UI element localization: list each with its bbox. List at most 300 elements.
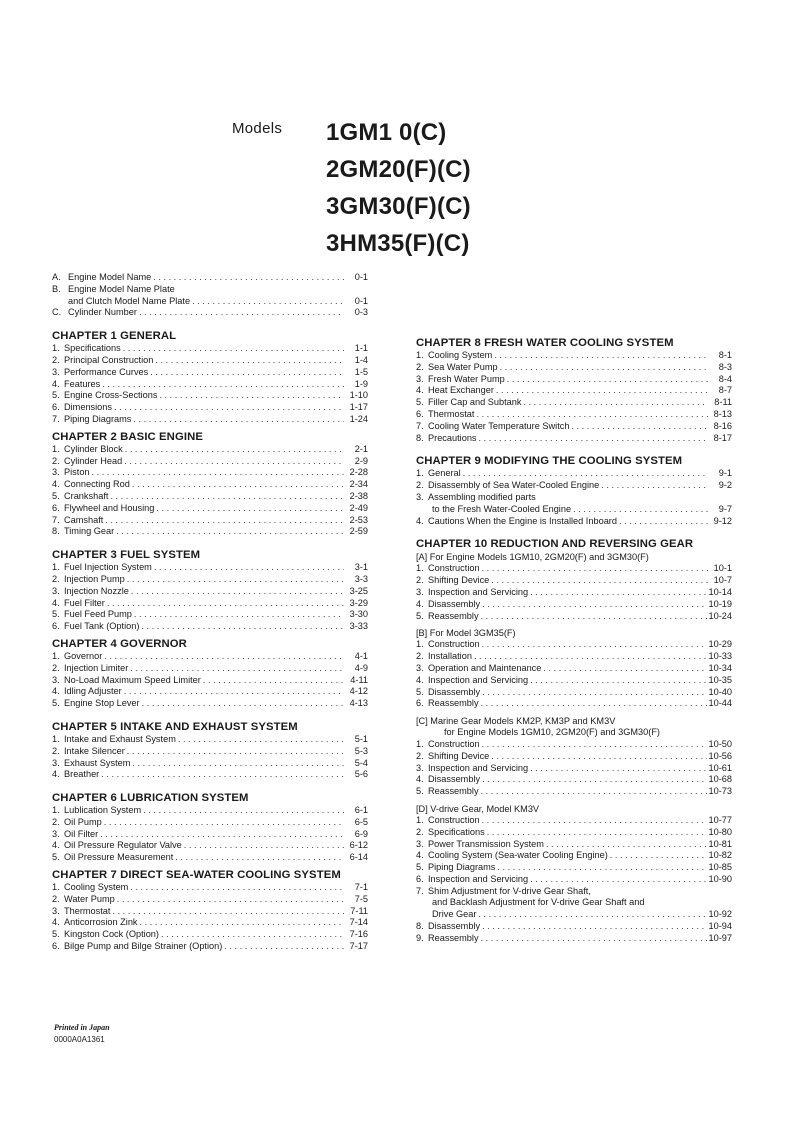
toc-page-number: 10-82 — [708, 850, 732, 861]
toc-page-number: 2-59 — [349, 526, 368, 537]
toc-entry[interactable] — [416, 575, 732, 587]
toc-entry-number: 1. — [52, 443, 60, 454]
toc-entry[interactable] — [416, 663, 732, 675]
toc-entry-title: Specifications — [428, 826, 485, 837]
toc-entry[interactable] — [52, 829, 368, 841]
toc-page-number: 10-90 — [708, 873, 732, 884]
toc-entry-number: A. — [52, 272, 61, 282]
chapter-section — [416, 454, 732, 527]
toc-entry[interactable] — [52, 609, 368, 621]
toc-entry-title: Inspection and Servicing — [428, 586, 529, 597]
toc-entry-title: and Backlash Adjustment for V-drive Gear Shaft and — [432, 897, 645, 908]
toc-page-number: 10-94 — [708, 921, 732, 932]
leader-dots — [107, 598, 344, 610]
toc-entry[interactable] — [416, 862, 732, 874]
toc-entry-title: Oil Filter — [64, 828, 99, 839]
toc-page-number: 10-50 — [708, 738, 732, 749]
toc-entry[interactable] — [52, 598, 368, 610]
toc-page-number: 10-19 — [708, 598, 732, 609]
toc-entry-number: 4. — [416, 598, 424, 609]
toc-entry[interactable] — [416, 698, 732, 710]
leader-dots — [130, 663, 344, 675]
toc-entry-line[interactable] — [52, 296, 368, 308]
toc-page-number: 10-1 — [713, 563, 732, 574]
toc-entry[interactable] — [52, 562, 368, 574]
toc-entry-number: 1. — [52, 805, 60, 816]
toc-entry-line[interactable] — [416, 909, 732, 921]
chapter-heading[interactable]: CHAPTER 7 DIRECT SEA-WATER COOLING SYSTEM — [52, 869, 341, 882]
leader-dots — [474, 651, 707, 663]
toc-entry-title: Oil Pressure Regulator Valve — [64, 840, 182, 851]
toc-entry-number: 5. — [52, 390, 60, 401]
chapter-heading[interactable]: CHAPTER 9 MODIFYING THE COOLING SYSTEM — [416, 455, 683, 468]
toc-page-number: 2-53 — [349, 514, 368, 525]
leader-dots — [507, 374, 708, 386]
toc-entry-line[interactable] — [416, 504, 732, 516]
leader-dots — [482, 687, 706, 699]
toc-page-number: 2-38 — [349, 490, 368, 501]
toc-entry[interactable] — [416, 933, 732, 945]
toc-page-number: 8-17 — [713, 432, 732, 443]
toc-page-number: 8-13 — [713, 408, 732, 419]
toc-entry-number: 2. — [416, 750, 424, 761]
toc-entry-number: 5. — [52, 609, 60, 620]
toc-entry-number: 3. — [52, 905, 60, 916]
toc-entry-title: Fresh Water Pump — [428, 373, 505, 384]
toc-page-number: 0-3 — [354, 307, 368, 318]
toc-entry-number: 2. — [52, 573, 60, 584]
toc-entry[interactable] — [416, 516, 732, 528]
toc-entry[interactable] — [416, 350, 732, 362]
toc-entry[interactable] — [52, 882, 368, 894]
toc-page-number: 10-85 — [708, 862, 732, 873]
toc-entry-number: 2. — [52, 455, 60, 466]
chapter-section — [52, 430, 368, 538]
toc-page-number: 3-1 — [354, 562, 368, 573]
toc-entry[interactable] — [52, 379, 368, 391]
toc-entry[interactable] — [416, 563, 732, 575]
subsection-heading: [B] For Model 3GM35(F) — [416, 628, 516, 639]
leader-dots — [100, 829, 344, 841]
toc-entry[interactable] — [416, 480, 732, 492]
toc-entry-title: Lublication System — [64, 805, 142, 816]
toc-entry[interactable] — [416, 599, 732, 611]
toc-entry[interactable] — [52, 686, 368, 698]
toc-page-number: 5-4 — [354, 757, 368, 768]
toc-entry[interactable] — [52, 456, 368, 468]
toc-entry[interactable] — [416, 774, 732, 786]
leader-dots — [143, 805, 344, 817]
leader-dots — [150, 367, 344, 379]
toc-entry-number: 2. — [416, 480, 424, 491]
toc-entry-number: 6. — [52, 402, 60, 413]
leader-dots — [132, 758, 344, 770]
chapter-heading[interactable]: CHAPTER 4 GOVERNOR — [52, 637, 187, 650]
toc-entry-title: No-Load Maximum Speed Limiter — [64, 674, 201, 685]
chapter-heading[interactable]: CHAPTER 3 FUEL SYSTEM — [52, 549, 201, 562]
toc-entry-number: 3. — [416, 586, 424, 597]
leader-dots — [224, 941, 344, 953]
toc-entry-number: 1. — [416, 738, 424, 749]
toc-entry[interactable] — [416, 421, 732, 433]
toc-page-number: 10-7 — [713, 575, 732, 586]
leader-dots — [102, 379, 344, 391]
toc-entry[interactable] — [52, 367, 368, 379]
toc-entry-line — [416, 492, 732, 504]
toc-entry-number: 3. — [52, 828, 60, 839]
leader-dots — [491, 751, 706, 763]
chapter-heading[interactable]: CHAPTER 2 BASIC ENGINE — [52, 430, 203, 443]
toc-entry[interactable] — [416, 763, 732, 775]
toc-entry[interactable] — [416, 827, 732, 839]
toc-entry-number: 6. — [52, 621, 60, 632]
leader-dots — [101, 769, 344, 781]
toc-entry-title: Cooling Water Temperature Switch — [428, 420, 570, 431]
toc-page-number: 10-97 — [708, 932, 732, 943]
toc-entry-title: Reassembly — [428, 698, 479, 709]
toc-entry-number: 1. — [52, 650, 60, 661]
toc-entry-number: 1. — [52, 343, 60, 354]
toc-page-number: 4-13 — [349, 698, 368, 709]
subsection-heading: [A] For Engine Models 1GM10, 2GM20(F) and 3GM30(F) — [416, 552, 649, 563]
toc-entry[interactable] — [416, 874, 732, 886]
toc-page-number: 2-1 — [354, 443, 368, 454]
toc-entry-number: 5. — [52, 929, 60, 940]
toc-entry-title: Governor — [64, 650, 103, 661]
toc-entry-title: Sea Water Pump — [428, 361, 498, 372]
toc-page-number: 3-3 — [354, 573, 368, 584]
toc-entry[interactable] — [416, 751, 732, 763]
toc-entry[interactable] — [52, 467, 368, 479]
toc-entry-number: B. — [52, 283, 61, 294]
toc-entry[interactable] — [52, 307, 368, 319]
leader-dots — [481, 786, 707, 798]
printed-in-label: Printed in Japan — [54, 1023, 110, 1032]
toc-entry[interactable] — [416, 786, 732, 798]
toc-page-number: 10-81 — [708, 838, 732, 849]
toc-entry-title: Connecting Rod — [64, 479, 130, 490]
toc-page-number: 10-61 — [708, 762, 732, 773]
toc-page-number: 6-5 — [354, 816, 368, 827]
leader-dots — [104, 651, 344, 663]
toc-entry[interactable] — [52, 698, 368, 710]
toc-entry-number: 5. — [416, 786, 424, 797]
toc-entry[interactable] — [416, 397, 732, 409]
toc-entry-number: 3. — [52, 674, 60, 685]
toc-page-number: 6-14 — [349, 852, 368, 863]
toc-entry[interactable] — [52, 894, 368, 906]
toc-entry[interactable] — [416, 374, 732, 386]
toc-entry-title: Breather — [64, 769, 100, 780]
toc-entry-title: Camshaft — [64, 514, 104, 525]
toc-entry[interactable] — [416, 739, 732, 751]
toc-entry[interactable] — [52, 917, 368, 929]
toc-entry-title: Timing Gear — [64, 526, 115, 537]
toc-entry-title: Shifting Device — [428, 575, 490, 586]
toc-entry[interactable] — [52, 444, 368, 456]
toc-entry-title: Cylinder Head — [64, 455, 123, 466]
toc-entry-number: 6. — [416, 873, 424, 884]
toc-entry[interactable] — [416, 687, 732, 699]
toc-entry[interactable] — [52, 675, 368, 687]
toc-entry-title: Cooling System — [428, 350, 493, 360]
toc-entry[interactable] — [416, 675, 732, 687]
toc-entry-number: 3. — [416, 373, 424, 384]
toc-entry-line[interactable] — [416, 897, 732, 909]
leader-dots — [482, 739, 707, 751]
toc-entry-number: 4. — [52, 840, 60, 851]
toc-entry-title: Engine Model Name Plate — [68, 283, 175, 294]
leader-dots — [203, 675, 344, 687]
toc-entry-number: 6. — [52, 941, 60, 952]
leader-dots — [610, 850, 707, 862]
toc-entry-title: Precautions — [428, 432, 477, 443]
leader-dots — [125, 444, 344, 456]
toc-entry-number: 3. — [52, 757, 60, 768]
toc-entry-title: Piston — [64, 467, 90, 478]
toc-entry[interactable] — [52, 840, 368, 852]
toc-entry[interactable] — [416, 839, 732, 851]
toc-entry-number: 7. — [416, 885, 424, 896]
toc-page-number: 4-9 — [354, 662, 368, 673]
leader-dots — [184, 840, 344, 852]
toc-entry-number: 3. — [52, 366, 60, 377]
chapter-heading[interactable]: CHAPTER 10 REDUCTION AND REVERSING GEAR — [416, 538, 694, 551]
toc-entry-number: 2. — [416, 575, 424, 586]
toc-page-number: 10-24 — [708, 610, 732, 621]
leader-dots — [161, 929, 344, 941]
toc-entry[interactable] — [52, 906, 368, 918]
toc-page-number: 7-14 — [349, 917, 368, 928]
toc-entry[interactable] — [416, 815, 732, 827]
toc-entry[interactable] — [52, 758, 368, 770]
toc-page-number: 3-30 — [349, 609, 368, 620]
toc-entry-title: and Clutch Model Name Plate — [68, 295, 191, 306]
toc-page-number: 8-7 — [718, 385, 732, 396]
leader-dots — [476, 409, 708, 421]
toc-page-number: 5-6 — [354, 769, 368, 780]
toc-entry-title: Flywheel and Housing — [64, 502, 155, 513]
toc-entry-number: 6. — [416, 698, 424, 709]
toc-entry[interactable] — [416, 611, 732, 623]
toc-entry-number: 4. — [52, 479, 60, 490]
toc-left-column — [52, 272, 368, 953]
toc-entry-title: Fuel Feed Pump — [64, 609, 132, 620]
leader-dots — [497, 862, 706, 874]
toc-entry-title: Injection Nozzle — [64, 585, 129, 596]
toc-entry-title: Dimensions — [64, 402, 112, 413]
toc-entry-title: Thermostat — [64, 905, 111, 916]
toc-entry-title: Inspection and Servicing — [428, 762, 529, 773]
toc-entry-number: 2. — [416, 651, 424, 662]
leader-dots — [124, 456, 344, 468]
toc-entry-number: 4. — [52, 917, 60, 928]
document-code: 0000A0A1361 — [54, 1035, 105, 1044]
toc-entry[interactable] — [52, 515, 368, 527]
toc-entry-title: Reassembly — [428, 786, 479, 797]
leader-dots — [530, 763, 706, 775]
toc-entry[interactable] — [416, 468, 732, 480]
toc-page-number: 2-34 — [349, 479, 368, 490]
toc-entry-title: Heat Exchanger — [428, 385, 494, 396]
toc-page-number: 2-49 — [349, 502, 368, 513]
toc-entry-number: 3. — [416, 838, 424, 849]
chapter-heading[interactable]: CHAPTER 1 GENERAL — [52, 330, 177, 343]
toc-entry-title: Performance Curves — [64, 366, 149, 377]
toc-entry[interactable] — [416, 639, 732, 651]
toc-entry[interactable] — [52, 343, 368, 355]
toc-entry-number: 4. — [416, 674, 424, 685]
toc-entry-number: 4. — [52, 769, 60, 780]
subsection-subheading: for Engine Models 1GM10, 2GM20(F) and 3GM30(F) — [444, 727, 660, 738]
toc-entry-title: Bilge Pump and Bilge Strainer (Option) — [64, 941, 223, 952]
model-name: 1GM1 0(C) — [326, 119, 447, 146]
toc-entry-number: 9. — [416, 932, 424, 943]
toc-entry[interactable] — [416, 850, 732, 862]
title-block — [0, 0, 794, 260]
chapter-heading[interactable]: CHAPTER 6 LUBRICATION SYSTEM — [52, 792, 249, 805]
toc-entry[interactable] — [52, 929, 368, 941]
leader-dots — [530, 675, 706, 687]
leader-dots — [478, 909, 706, 921]
toc-entry[interactable] — [52, 734, 368, 746]
toc-page-number: 10-92 — [708, 909, 732, 920]
leader-dots — [156, 503, 344, 515]
leader-dots — [123, 343, 344, 355]
toc-page-number: 9-7 — [718, 503, 732, 514]
toc-entry-line — [52, 284, 368, 296]
toc-entry-title: Operation and Maintenance — [428, 662, 542, 673]
toc-entry-number: 1. — [52, 733, 60, 744]
toc-page-number: 10-77 — [708, 814, 732, 825]
toc-entry[interactable] — [52, 769, 368, 781]
toc-entry[interactable] — [52, 586, 368, 598]
toc-entry[interactable] — [52, 663, 368, 675]
toc-entry-number: 3. — [416, 762, 424, 773]
leader-dots — [463, 468, 708, 480]
toc-page-number: 1-4 — [354, 354, 368, 365]
toc-page-number: 10-29 — [708, 639, 732, 650]
leader-dots — [114, 402, 344, 414]
toc-entry[interactable] — [52, 746, 368, 758]
toc-entry[interactable] — [416, 651, 732, 663]
toc-entry-number: 7. — [416, 420, 424, 431]
toc-entry-number: 2. — [52, 745, 60, 756]
toc-entry[interactable] — [52, 402, 368, 414]
toc-entry[interactable] — [416, 362, 732, 374]
toc-entry[interactable] — [416, 433, 732, 445]
toc-entry[interactable] — [52, 805, 368, 817]
toc-entry[interactable] — [52, 621, 368, 633]
toc-entry-number: 5. — [416, 862, 424, 873]
toc-page-number: 8-11 — [714, 397, 732, 408]
toc-entry[interactable] — [52, 503, 368, 515]
toc-entry[interactable] — [416, 385, 732, 397]
toc-entry[interactable] — [52, 390, 368, 402]
toc-entry[interactable] — [416, 587, 732, 599]
toc-page-number: 3-29 — [349, 597, 368, 608]
toc-entry-number: 2. — [52, 893, 60, 904]
toc-page-number: 6-12 — [349, 840, 368, 851]
toc-entry-title: Cylinder Block — [64, 443, 123, 454]
toc-entry-number: 4. — [416, 515, 424, 526]
toc-page-number: 3-25 — [349, 585, 368, 596]
leader-dots — [482, 774, 706, 786]
toc-entry-number: 3. — [52, 467, 60, 478]
toc-entry-number: 5. — [416, 686, 424, 697]
leader-dots — [496, 385, 708, 397]
model-name: 3GM30(F)(C) — [326, 193, 471, 220]
toc-page-number: 9-2 — [718, 480, 732, 491]
chapter-heading[interactable]: CHAPTER 5 INTAKE AND EXHAUST SYSTEM — [52, 720, 298, 733]
leader-dots — [105, 515, 344, 527]
toc-entry[interactable] — [52, 526, 368, 538]
toc-entry-title: Shim Adjustment for V-drive Gear Shaft, — [428, 885, 591, 896]
toc-page-number: 10-34 — [708, 662, 732, 673]
toc-entry-title: Fuel Injection System — [64, 562, 152, 573]
toc-entry-number: 7. — [52, 514, 60, 525]
toc-entry-title: Cooling System (Sea-water Cooling Engine) — [428, 850, 608, 861]
model-name: 3HM35(F)(C) — [326, 230, 470, 257]
toc-entry-number: 4. — [416, 774, 424, 785]
toc-entry-number: 8. — [416, 432, 424, 443]
leader-dots — [140, 917, 344, 929]
toc-entry[interactable] — [52, 852, 368, 864]
toc-entry[interactable] — [52, 574, 368, 586]
chapter-section — [416, 537, 732, 944]
chapter-section — [52, 720, 368, 781]
toc-entry-title: Idling Adjuster — [64, 686, 122, 697]
leader-dots — [133, 414, 344, 426]
leader-dots — [110, 491, 344, 503]
toc-entry-title: Disassembly of Sea Water-Cooled Engine — [428, 480, 600, 491]
leader-dots — [104, 817, 344, 829]
chapter-section — [52, 548, 368, 633]
toc-entry-title: Intake and Exhaust System — [64, 733, 176, 744]
chapter-section — [52, 868, 368, 953]
toc-entry[interactable] — [52, 651, 368, 663]
leader-dots — [139, 307, 344, 319]
toc-entry-number: 5. — [52, 852, 60, 863]
toc-entry-number: 5. — [416, 610, 424, 621]
toc-entry[interactable] — [52, 414, 368, 426]
toc-entry[interactable] — [52, 479, 368, 491]
toc-page-number: 9-1 — [718, 468, 732, 479]
toc-entry[interactable] — [416, 921, 732, 933]
leader-dots — [112, 906, 344, 918]
leader-dots — [178, 734, 344, 746]
toc-entry-number: 3. — [416, 662, 424, 673]
toc-entry[interactable] — [52, 817, 368, 829]
toc-entry[interactable] — [52, 355, 368, 367]
toc-entry[interactable] — [52, 941, 368, 953]
toc-entry-title: Engine Stop Lever — [64, 698, 140, 709]
toc-entry[interactable] — [52, 491, 368, 503]
toc-entry[interactable] — [416, 409, 732, 421]
toc-page-number: 0-1 — [354, 272, 368, 282]
toc-page-number: 4-11 — [350, 674, 368, 685]
leader-dots — [487, 827, 707, 839]
toc-entry-title: Water Pump — [64, 893, 115, 904]
models-label: Models — [232, 120, 283, 137]
leader-dots — [116, 526, 344, 538]
leader-dots — [482, 815, 707, 827]
leader-dots — [127, 574, 344, 586]
leader-dots — [482, 563, 708, 575]
chapter-heading[interactable]: CHAPTER 8 FRESH WATER COOLING SYSTEM — [416, 337, 674, 349]
toc-entry-title: Construction — [428, 814, 480, 825]
toc-entry[interactable] — [52, 272, 368, 284]
